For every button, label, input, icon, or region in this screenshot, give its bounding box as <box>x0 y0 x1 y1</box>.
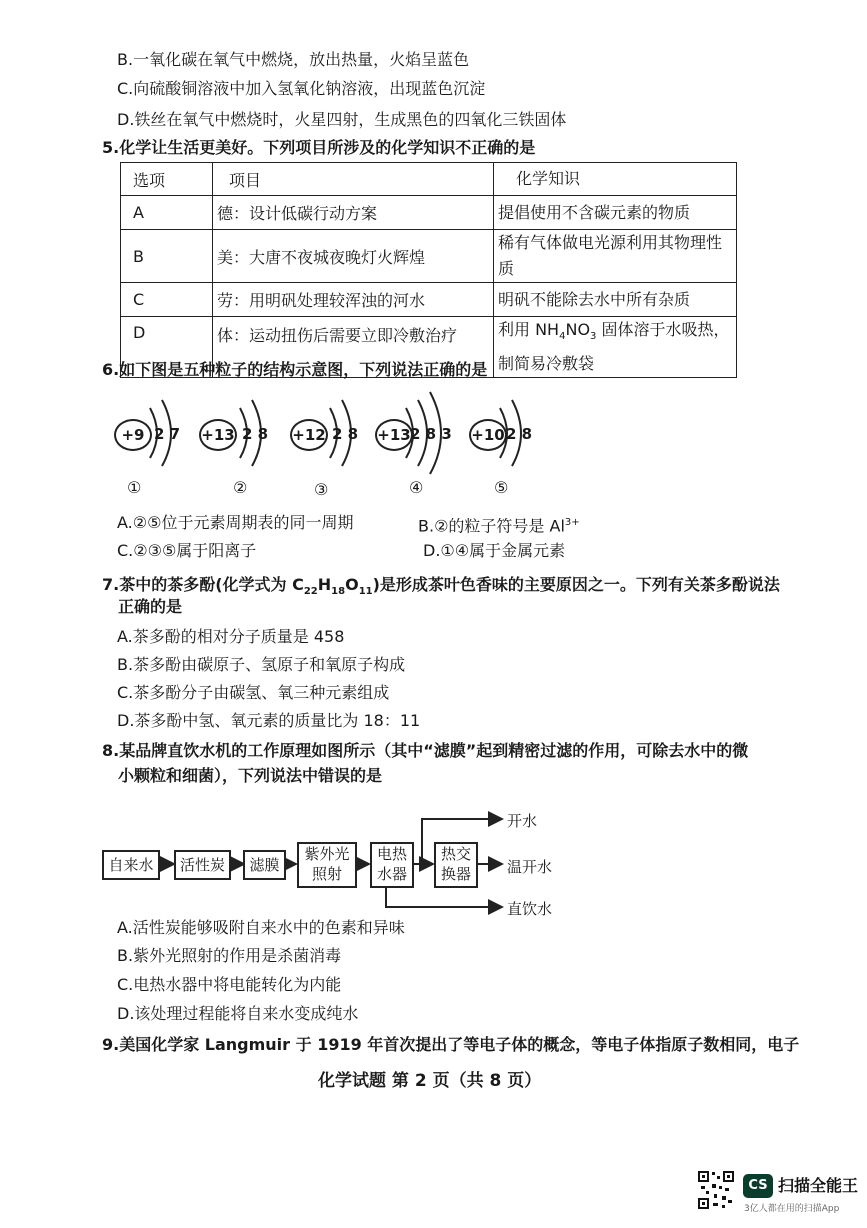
q7-option-c: C.茶多酚分子由碳氢、氧三种元素组成 <box>117 683 390 702</box>
particle-3-nucleus: +12 <box>290 419 328 451</box>
watermark-slogan: 3亿人都在用的扫描App <box>744 1204 840 1214</box>
row-knowledge: 利用 $NH_4NO_3$ 固体溶于水吸热， 制简易冷敷袋 <box>494 317 737 378</box>
particle-5-electrons: 2 8 <box>506 425 533 443</box>
flow-box-filter-membrane: 滤膜 <box>243 850 286 880</box>
row-item: 体：运动扭伤后需要立即冷敷治疗 <box>213 317 494 378</box>
row-option: C <box>121 283 213 317</box>
qr-code-icon <box>697 1170 735 1210</box>
q8-stem-cont: 小颗粒和细菌），下列说法中错误的是 <box>118 766 383 785</box>
row-knowledge: 明矾不能除去水中所有杂质 <box>494 283 737 317</box>
q7-option-a: A.茶多酚的相对分子质量是 458 <box>117 627 345 646</box>
q8-option-a: A.活性炭能够吸附自来水中的色素和异味 <box>117 918 405 937</box>
q8-option-b: B.紫外光照射的作用是杀菌消毒 <box>117 946 342 965</box>
q8-option-c: C.电热水器中将电能转化为内能 <box>117 975 342 994</box>
q6-option-a: A.②⑤位于元素周期表的同一周期 <box>117 513 354 532</box>
q6-option-c: C.②③⑤属于阳离子 <box>117 541 257 560</box>
particle-4-nucleus: +13 <box>375 419 413 451</box>
flow-output-warm-water: 温开水 <box>507 858 553 876</box>
flow-box-activated-carbon: 活性炭 <box>174 850 231 880</box>
q5-stem: 5.化学让生活更美好。下列项目所涉及的化学知识不正确的是 <box>102 138 536 157</box>
q7-stem: 7.茶中的茶多酚(化学式为 $C_{22}H_{18}O_{11}$)是形成茶叶色香味的主要原因之一。下列有关茶多酚说法 <box>102 575 780 598</box>
row-item: 德：设计低碳行动方案 <box>213 196 494 230</box>
table-header-option: 选项 <box>121 163 213 196</box>
row-knowledge: 提倡使用不含碳元素的物质 <box>494 196 737 230</box>
row-item: 劳：用明矾处理较浑浊的河水 <box>213 283 494 317</box>
q8-option-d: D.该处理过程能将自来水变成纯水 <box>117 1004 359 1023</box>
camscanner-logo: CS <box>743 1174 773 1198</box>
q4-option-c: C.向硫酸铜溶液中加入氢氧化钠溶液，出现蓝色沉淀 <box>117 79 486 98</box>
flow-box-electric-heater: 电热 水器 <box>370 842 414 888</box>
row-option: B <box>121 230 213 283</box>
q8-stem: 8.某品牌直饮水机的工作原理如图所示（其中“滤膜”起到精密过滤的作用，可除去水中的微 <box>102 741 749 760</box>
particle-3-electrons: 2 8 <box>332 425 359 443</box>
q6-stem: 6.如下图是五种粒子的结构示意图，下列说法正确的是 <box>102 360 488 379</box>
q4-option-d: D.铁丝在氧气中燃烧时，火星四射，生成黑色的四氧化三铁固体 <box>117 110 567 129</box>
flow-box-tap-water: 自来水 <box>102 850 160 880</box>
row-option: D <box>121 317 213 378</box>
q6-option-d: D.①④属于金属元素 <box>423 541 566 560</box>
row-item: 美：大唐不夜城夜晚灯火辉煌 <box>213 230 494 283</box>
particle-5-nucleus: +10 <box>469 419 507 451</box>
flow-box-heat-exchanger: 热交 换器 <box>434 842 478 888</box>
particle-1-nucleus: +9 <box>114 419 152 451</box>
q4-option-b: B.一氧化碳在氧气中燃烧，放出热量，火焰呈蓝色 <box>117 50 470 69</box>
row-option: A <box>121 196 213 230</box>
q7-stem-cont: 正确的是 <box>118 597 183 616</box>
particle-2-electrons: 2 8 <box>242 425 269 443</box>
table-header-knowledge: 化学知识 <box>494 163 737 196</box>
particle-1-label: ① <box>127 478 142 497</box>
particle-5-label: ⑤ <box>494 478 509 497</box>
particle-4-electrons: 2 8 3 <box>410 425 452 443</box>
flow-output-drinking-water: 直饮水 <box>507 900 553 918</box>
q6-option-b: B.②的粒子符号是 $Al^{3+}$ <box>418 516 580 536</box>
particle-2-label: ② <box>233 478 248 497</box>
particle-4-label: ④ <box>409 478 424 497</box>
page-footer: 化学试题 第 2 页（共 8 页） <box>318 1071 542 1091</box>
particle-1-electrons: 2 7 <box>154 425 181 443</box>
row-knowledge: 稀有气体做电光源利用其物理性质 <box>494 230 737 283</box>
particle-3-label: ③ <box>314 480 329 499</box>
table-header-item: 项目 <box>213 163 494 196</box>
watermark-brand: 扫描全能王 <box>778 1176 859 1195</box>
q9-stem: 9.美国化学家 Langmuir 于 1919 年首次提出了等电子体的概念，等电子体指原子数相同，电子 <box>102 1035 800 1054</box>
flow-box-uv: 紫外光 照射 <box>297 842 357 888</box>
particle-2-nucleus: +13 <box>199 419 237 451</box>
flow-output-boiling-water: 开水 <box>507 812 538 830</box>
q7-option-d: D.茶多酚中氢、氧元素的质量比为 18：11 <box>117 711 421 730</box>
q7-option-b: B.茶多酚由碳原子、氢原子和氧原子构成 <box>117 655 406 674</box>
